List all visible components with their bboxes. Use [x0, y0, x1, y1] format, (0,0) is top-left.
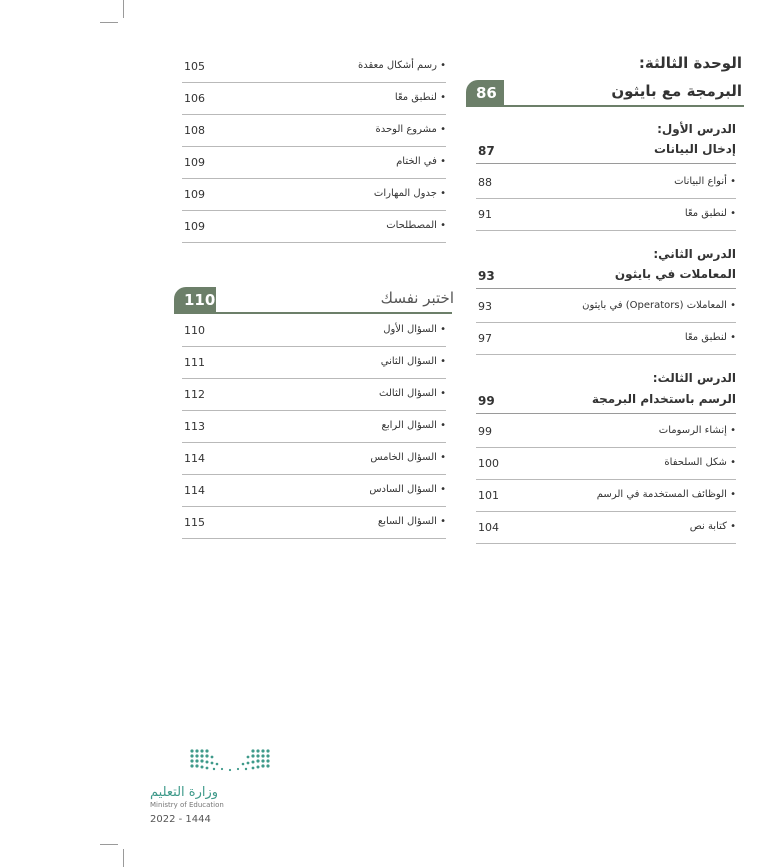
- toc-entry-label: • السؤال السادس: [369, 484, 446, 495]
- toc-row[interactable]: [476, 204, 736, 231]
- crop-mark-bottom-vertical: [123, 849, 124, 867]
- toc-entry-label: • السؤال السابع: [377, 516, 446, 527]
- toc-entry-page: 88: [478, 176, 492, 189]
- toc-entry-page: 114: [184, 484, 205, 497]
- toc-entry-page: 104: [478, 521, 499, 534]
- toc-row[interactable]: [182, 56, 446, 83]
- toc-entry-page: 109: [184, 188, 205, 201]
- toc-entry-label: • أنواع البيانات: [674, 176, 736, 187]
- lesson2-title[interactable]: المعاملات في بايثون: [614, 267, 736, 281]
- toc-entry-label: • المصطلحات: [386, 220, 446, 231]
- toc-row[interactable]: [182, 416, 446, 443]
- toc-row[interactable]: [182, 120, 446, 147]
- lesson2-page: 93: [478, 269, 495, 283]
- toc-entry-label: • السؤال الرابع: [381, 420, 446, 431]
- lesson3-divider: [476, 413, 736, 414]
- toc-entry-label: • الوظائف المستخدمة في الرسم: [596, 489, 736, 500]
- toc-entry-label: • إنشاء الرسومات: [658, 425, 736, 436]
- toc-row[interactable]: [182, 480, 446, 507]
- toc-entry-label: • السؤال الثالث: [379, 388, 446, 399]
- toc-entry-page: 113: [184, 420, 205, 433]
- unit-heading-title[interactable]: البرمجة مع بايثون: [611, 82, 742, 100]
- toc-entry-page: 100: [478, 457, 499, 470]
- toc-row[interactable]: [182, 384, 446, 411]
- ministry-name-arabic: وزارة التعليم: [150, 785, 219, 800]
- lesson1-divider: [476, 163, 736, 164]
- lesson3-page: 99: [478, 394, 495, 408]
- lesson3-label: الدرس الثالث:: [652, 371, 736, 385]
- toc-entry-page: 105: [184, 60, 205, 73]
- toc-entry-page: 109: [184, 156, 205, 169]
- toc-row[interactable]: [476, 172, 736, 199]
- toc-row[interactable]: [476, 421, 736, 448]
- quiz-page-tab: 110: [174, 287, 216, 313]
- toc-row[interactable]: [182, 152, 446, 179]
- toc-entry-page: 93: [478, 300, 492, 313]
- toc-row[interactable]: [182, 216, 446, 243]
- quiz-title[interactable]: اختبر نفسك: [380, 289, 454, 307]
- toc-entry-page: 110: [184, 324, 205, 337]
- ministry-name-english: Ministry of Education: [150, 801, 224, 809]
- toc-entry-label: • كتابة نص: [689, 521, 736, 532]
- crop-mark-top-vertical: [123, 0, 124, 18]
- toc-entry-label: • مشروع الوحدة: [375, 124, 446, 135]
- toc-entry-label: • لنطبق معًا: [684, 208, 736, 219]
- unit-page-tab: 86: [466, 80, 504, 106]
- toc-row[interactable]: [476, 453, 736, 480]
- toc-entry-label: • في الختام: [396, 156, 446, 167]
- toc-row[interactable]: [182, 320, 446, 347]
- toc-entry-page: 111: [184, 356, 205, 369]
- lesson1-label: الدرس الأول:: [657, 122, 736, 136]
- toc-row[interactable]: [182, 448, 446, 475]
- unit-heading-label: الوحدة الثالثة:: [638, 54, 742, 72]
- toc-entry-page: 115: [184, 516, 205, 529]
- toc-entry-page: 108: [184, 124, 205, 137]
- toc-entry-label: • رسم أشكال معقدة: [357, 60, 446, 71]
- toc-entry-label: • جدول المهارات: [373, 188, 446, 199]
- ministry-logo-mark: [186, 746, 274, 778]
- toc-entry-page: 109: [184, 220, 205, 233]
- lesson1-page: 87: [478, 144, 495, 158]
- toc-entry-page: 97: [478, 332, 492, 345]
- toc-row[interactable]: [476, 328, 736, 355]
- toc-entry-label: • السؤال الثاني: [380, 356, 446, 367]
- toc-entry-page: 114: [184, 452, 205, 465]
- toc-row[interactable]: [476, 296, 736, 323]
- lesson2-label: الدرس الثاني:: [653, 247, 736, 261]
- toc-entry-label: • شكل السلحفاة: [664, 457, 736, 468]
- crop-mark-bottom-horizontal: [100, 844, 118, 845]
- toc-row[interactable]: [182, 88, 446, 115]
- toc-entry-label: • السؤال الأول: [383, 324, 446, 335]
- toc-entry-label: • المعاملات (Operators) في بايثون: [582, 300, 736, 311]
- toc-entry-label: • لنطبق معًا: [684, 332, 736, 343]
- toc-entry-page: 99: [478, 425, 492, 438]
- toc-row[interactable]: [182, 184, 446, 211]
- toc-entry-label: • السؤال الخامس: [370, 452, 446, 463]
- toc-entry-page: 106: [184, 92, 205, 105]
- toc-entry-page: 91: [478, 208, 492, 221]
- toc-row[interactable]: [476, 485, 736, 512]
- toc-entry-page: 101: [478, 489, 499, 502]
- unit-underline: [466, 105, 744, 107]
- toc-row[interactable]: [182, 512, 446, 539]
- lesson2-divider: [476, 288, 736, 289]
- crop-mark-top-horizontal: [100, 22, 118, 23]
- edition-year: 2022 - 1444: [150, 814, 211, 825]
- toc-entry-label: • لنطبق معًا: [394, 92, 446, 103]
- lesson3-title[interactable]: الرسم باستخدام البرمجة: [591, 392, 736, 406]
- toc-row[interactable]: [182, 352, 446, 379]
- toc-entry-page: 112: [184, 388, 205, 401]
- lesson1-title[interactable]: إدخال البيانات: [653, 142, 736, 156]
- quiz-underline: [174, 312, 452, 314]
- toc-row[interactable]: [476, 517, 736, 544]
